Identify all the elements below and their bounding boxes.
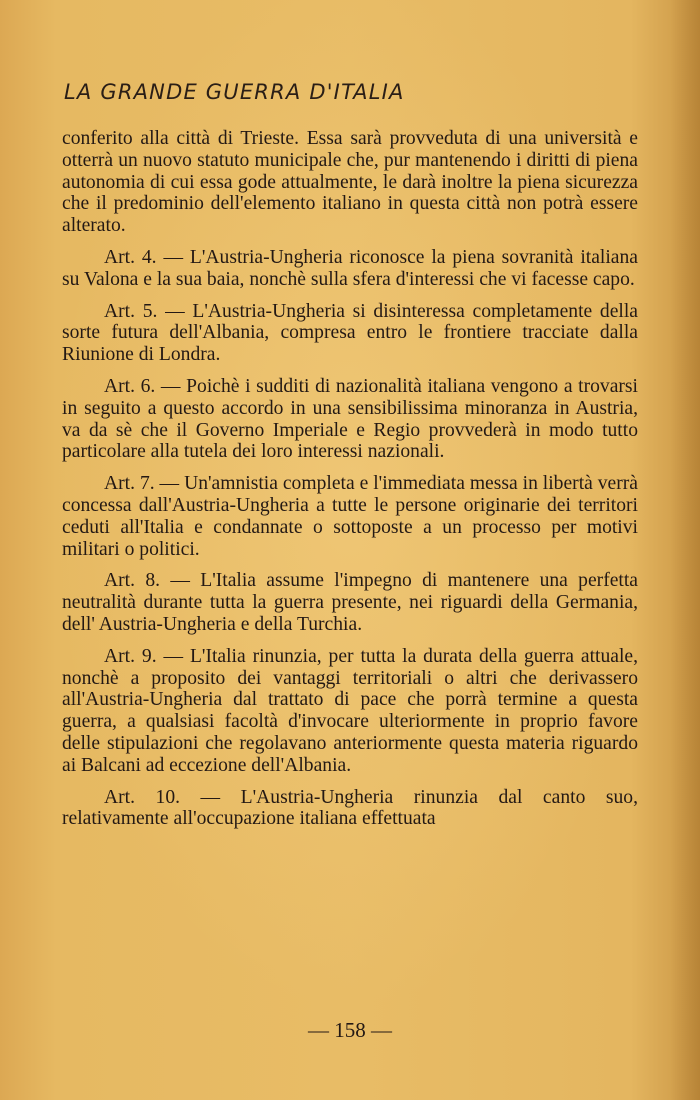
paragraph-art-8: Art. 8. — L'Italia assume l'impegno di mantenere una perfetta neutralità durante tutta la guerra presente, nei riguardi della Germania, dell' Austria-Ungheria e della Turchia. [62,570,638,635]
paragraph-art-6: Art. 6. — Poichè i sudditi di nazionalità italiana vengono a trovarsi in seguito a questo accordo in una sensibilissima minoranza in Austria, va da sè che il Governo Imperiale e Regio provvederà in modo tutto particolare alla tutela dei loro interessi nazionali. [62,375,638,463]
body-text [62,128,638,840]
paragraph-art-7: Art. 7. — Un'amnistia completa e l'immediata messa in libertà verrà concessa dall'Austria-Ungheria a tutte le persone originarie dei territori ceduti all'Italia e condannate o sottoposte a un processo per motivi militari o politici. [62,473,638,560]
paragraph-art-4: Art. 4. — L'Austria-Ungheria riconosce la piena sovranità italiana su Valona e la sua baia, nonchè sulla sfera d'interessi che vi facesse capo. [62,246,638,290]
running-head: LA GRANDE GUERRA D'ITALIA [64,80,405,104]
paragraph-art-10: Art. 10. — L'Austria-Ungheria rinunzia dal canto suo, relativamente all'occupazione italiana effettuata [62,786,638,830]
paragraph-continuation: conferito alla città di Trieste. Essa sarà provveduta di una università e otterrà un nuovo statuto municipale che, pur mantenendo i diritti di piena autonomia di cui essa gode attualmente, le darà inoltre la piena sicurezza che il predominio dell'elemento italiano in questa città non potrà essere alterato. [62,128,638,237]
page-number: — 158 — [308,1018,392,1042]
paragraph-art-9: Art. 9. — L'Italia rinunzia, per tutta la durata della guerra attuale, nonchè a proposito dei vantaggi territoriali o altri che derivassero all'Austria-Ungheria dal trattato di pace che porrà termine a questa guerra, a qualsiasi facoltà d'invocare ulteriormente in proprio favore delle stipulazioni che regolavano anteriormente questa materia riguardo ai Balcani ad eccezione dell'Albania. [62,645,638,776]
paragraph-art-5: Art. 5. — L'Austria-Ungheria si disinteressa completamente della sorte futura dell'Albania, compresa entro le frontiere tracciate dalla Riunione di Londra. [62,300,638,366]
